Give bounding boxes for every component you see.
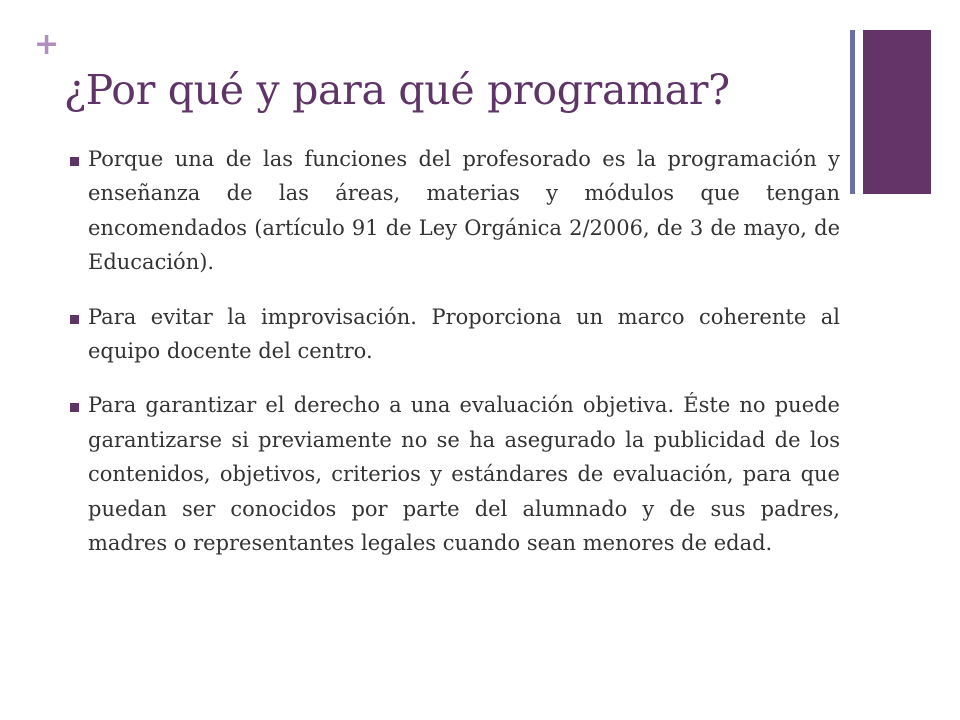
- bullet-text: Para garantizar el derecho a una evaluación objetiva. Éste no puede garantizarse si previamente no se ha asegurado la publicidad de los contenidos, objetivos, criterios y estándares de evaluación, para que puedan ser conocidos por parte del alumnado y de sus padres, madres o representantes legales cuando sean menores de edad.: [88, 393, 840, 556]
- bullet-list: [70, 142, 840, 580]
- decorative-stripe-thick: [863, 30, 931, 194]
- bullet-item: [70, 388, 840, 560]
- bullet-text: Para evitar la improvisación. Proporciona un marco coherente al equipo docente del centro.: [88, 304, 840, 364]
- square-bullet-icon: [70, 315, 79, 324]
- bullet-item: [70, 300, 840, 369]
- plus-mark-icon: +: [34, 27, 60, 62]
- bullet-item: [70, 142, 840, 280]
- decorative-stripe-thin: [850, 30, 855, 194]
- square-bullet-icon: [70, 403, 79, 412]
- square-bullet-icon: [70, 157, 79, 166]
- slide-title: ¿Por qué y para qué programar?: [64, 66, 730, 114]
- bullet-text: Porque una de las funciones del profesorado es la programación y enseñanza de las áreas, materias y módulos que tengan encomendados (artículo 91 de Ley Orgánica 2/2006, de 3 de mayo, de Educación).: [88, 147, 840, 275]
